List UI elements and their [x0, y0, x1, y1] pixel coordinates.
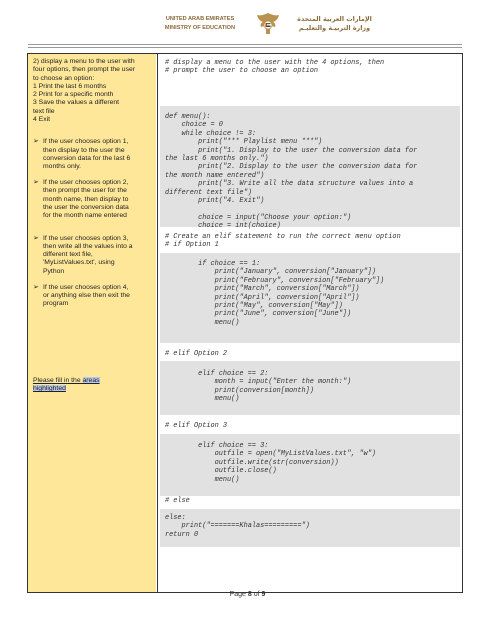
intro-line: 4 Exit — [33, 116, 50, 124]
bullet-option-4 — [33, 284, 158, 309]
fill-note-text: Please fill in the — [33, 377, 83, 384]
code-else: else: print("=======Khalas=========") return 0 — [165, 514, 310, 539]
bullet-line: for the month name entered — [43, 212, 127, 220]
code-comment-else: # else — [165, 497, 190, 505]
arrow-bullet-icon: ➢ — [33, 179, 39, 187]
bullet-line: the user the conversion data — [43, 203, 129, 211]
page-number: 8 — [247, 591, 252, 598]
intro-line: 2) display a menu to the user with — [33, 58, 135, 65]
bullet-option-3 — [33, 235, 158, 276]
bullet-line: then write all the values into a — [43, 242, 133, 250]
bullet-line: different text file, — [43, 251, 93, 259]
code-menu-definition: def menu(): choice = 0 while choice != 3: print("*** Playlist menu ***") print("1. Display to the user the conversion data for the last 6 months only.") print("2. Display to the user the conversion data for the month name entered") print("3. Write all the data structure values into a different text file") print("4. Exit") choice = input("Choose your option:") choice = int(choice) — [165, 113, 418, 231]
header-arabic — [287, 15, 382, 33]
bullet-line: If the user chooses option 4, — [43, 283, 129, 291]
intro-line: 2 Print for a specific month — [33, 91, 114, 99]
arrow-bullet-icon: ➢ — [33, 234, 39, 242]
page-of: of — [251, 591, 262, 598]
intro-line: 1 Print the last 6 months — [33, 82, 107, 90]
bullet-option-2 — [33, 179, 158, 220]
bullet-line: Python — [43, 267, 65, 275]
header-english — [150, 15, 250, 33]
instructions-text — [33, 58, 158, 308]
code-option-3: elif choice == 3: outfile = open("MyListValues.txt", "w") outfile.write(str(conversion)) outfile.close() menu() — [198, 442, 376, 484]
fill-in-note — [33, 377, 153, 394]
bullet-line: If the user chooses option 1, — [43, 138, 129, 146]
arrow-bullet-icon: ➢ — [33, 138, 39, 146]
fill-note-highlight: areas — [82, 377, 100, 384]
header-english-line1: UNITED ARAB EMIRATES — [165, 16, 235, 22]
code-comment-option-2: # elif Option 2 — [165, 350, 228, 358]
code-comment-option-1: # Create an elif statement to run the correct menu option # if Option 1 — [165, 233, 401, 250]
bullet-line: conversion data for the last 6 — [43, 154, 131, 162]
bullet-line: If the user chooses option 3, — [43, 234, 129, 242]
header-rule-bottom — [28, 47, 462, 48]
code-option-1: if choice == 1: print("January", conversion["January"]) print("February", conversion["February"]) print("March", conversion["March"]) print("April", conversion["April"]) print("May", conversion["May"]) print("June", conversion["June"]) menu() — [198, 260, 385, 327]
bullet-line: If the user chooses option 2, — [43, 179, 129, 187]
header-english-line2: MINISTRY OF EDUCATION — [164, 25, 236, 31]
bullet-option-1 — [33, 138, 158, 171]
code-option-2: elif choice == 2: month = input("Enter the month:") print(conversion[month]) menu() — [198, 370, 352, 404]
bullet-line: then prompt the user for the — [43, 187, 127, 195]
header-arabic-line1: الإمارات العربية المتحدة — [297, 15, 372, 23]
intro-line: text file — [33, 107, 55, 115]
page-label: Page — [229, 591, 248, 598]
header-rule-top — [28, 44, 462, 45]
page-footer — [0, 591, 495, 598]
intro-line: 3 Save the values a different — [33, 99, 120, 107]
bullet-line: month name, then display to — [43, 195, 129, 203]
page-total: 9 — [261, 591, 266, 598]
bullet-line: 'MyListValues.txt', using — [43, 259, 115, 267]
bullet-line: months only. — [43, 163, 82, 171]
header-arabic-line2: وزارة التربيـة والتعليـم — [298, 24, 371, 32]
code-comment-option-3: # elif Option 3 — [165, 422, 228, 430]
code-comment-menu: # display a menu to the user with the 4 options, then # prompt the user to choose an option — [165, 59, 385, 76]
bullet-line: or anything else then exit the — [43, 291, 130, 299]
intro-line: to choose an option: — [33, 74, 95, 82]
intro-line: four options, then prompt the user — [33, 66, 136, 74]
bullet-line: then display to the user the — [43, 146, 125, 154]
fill-note-highlight: highlighted — [33, 385, 66, 393]
uae-falcon-emblem-icon — [254, 10, 282, 38]
bullet-line: program — [43, 300, 69, 308]
arrow-bullet-icon: ➢ — [33, 283, 39, 291]
